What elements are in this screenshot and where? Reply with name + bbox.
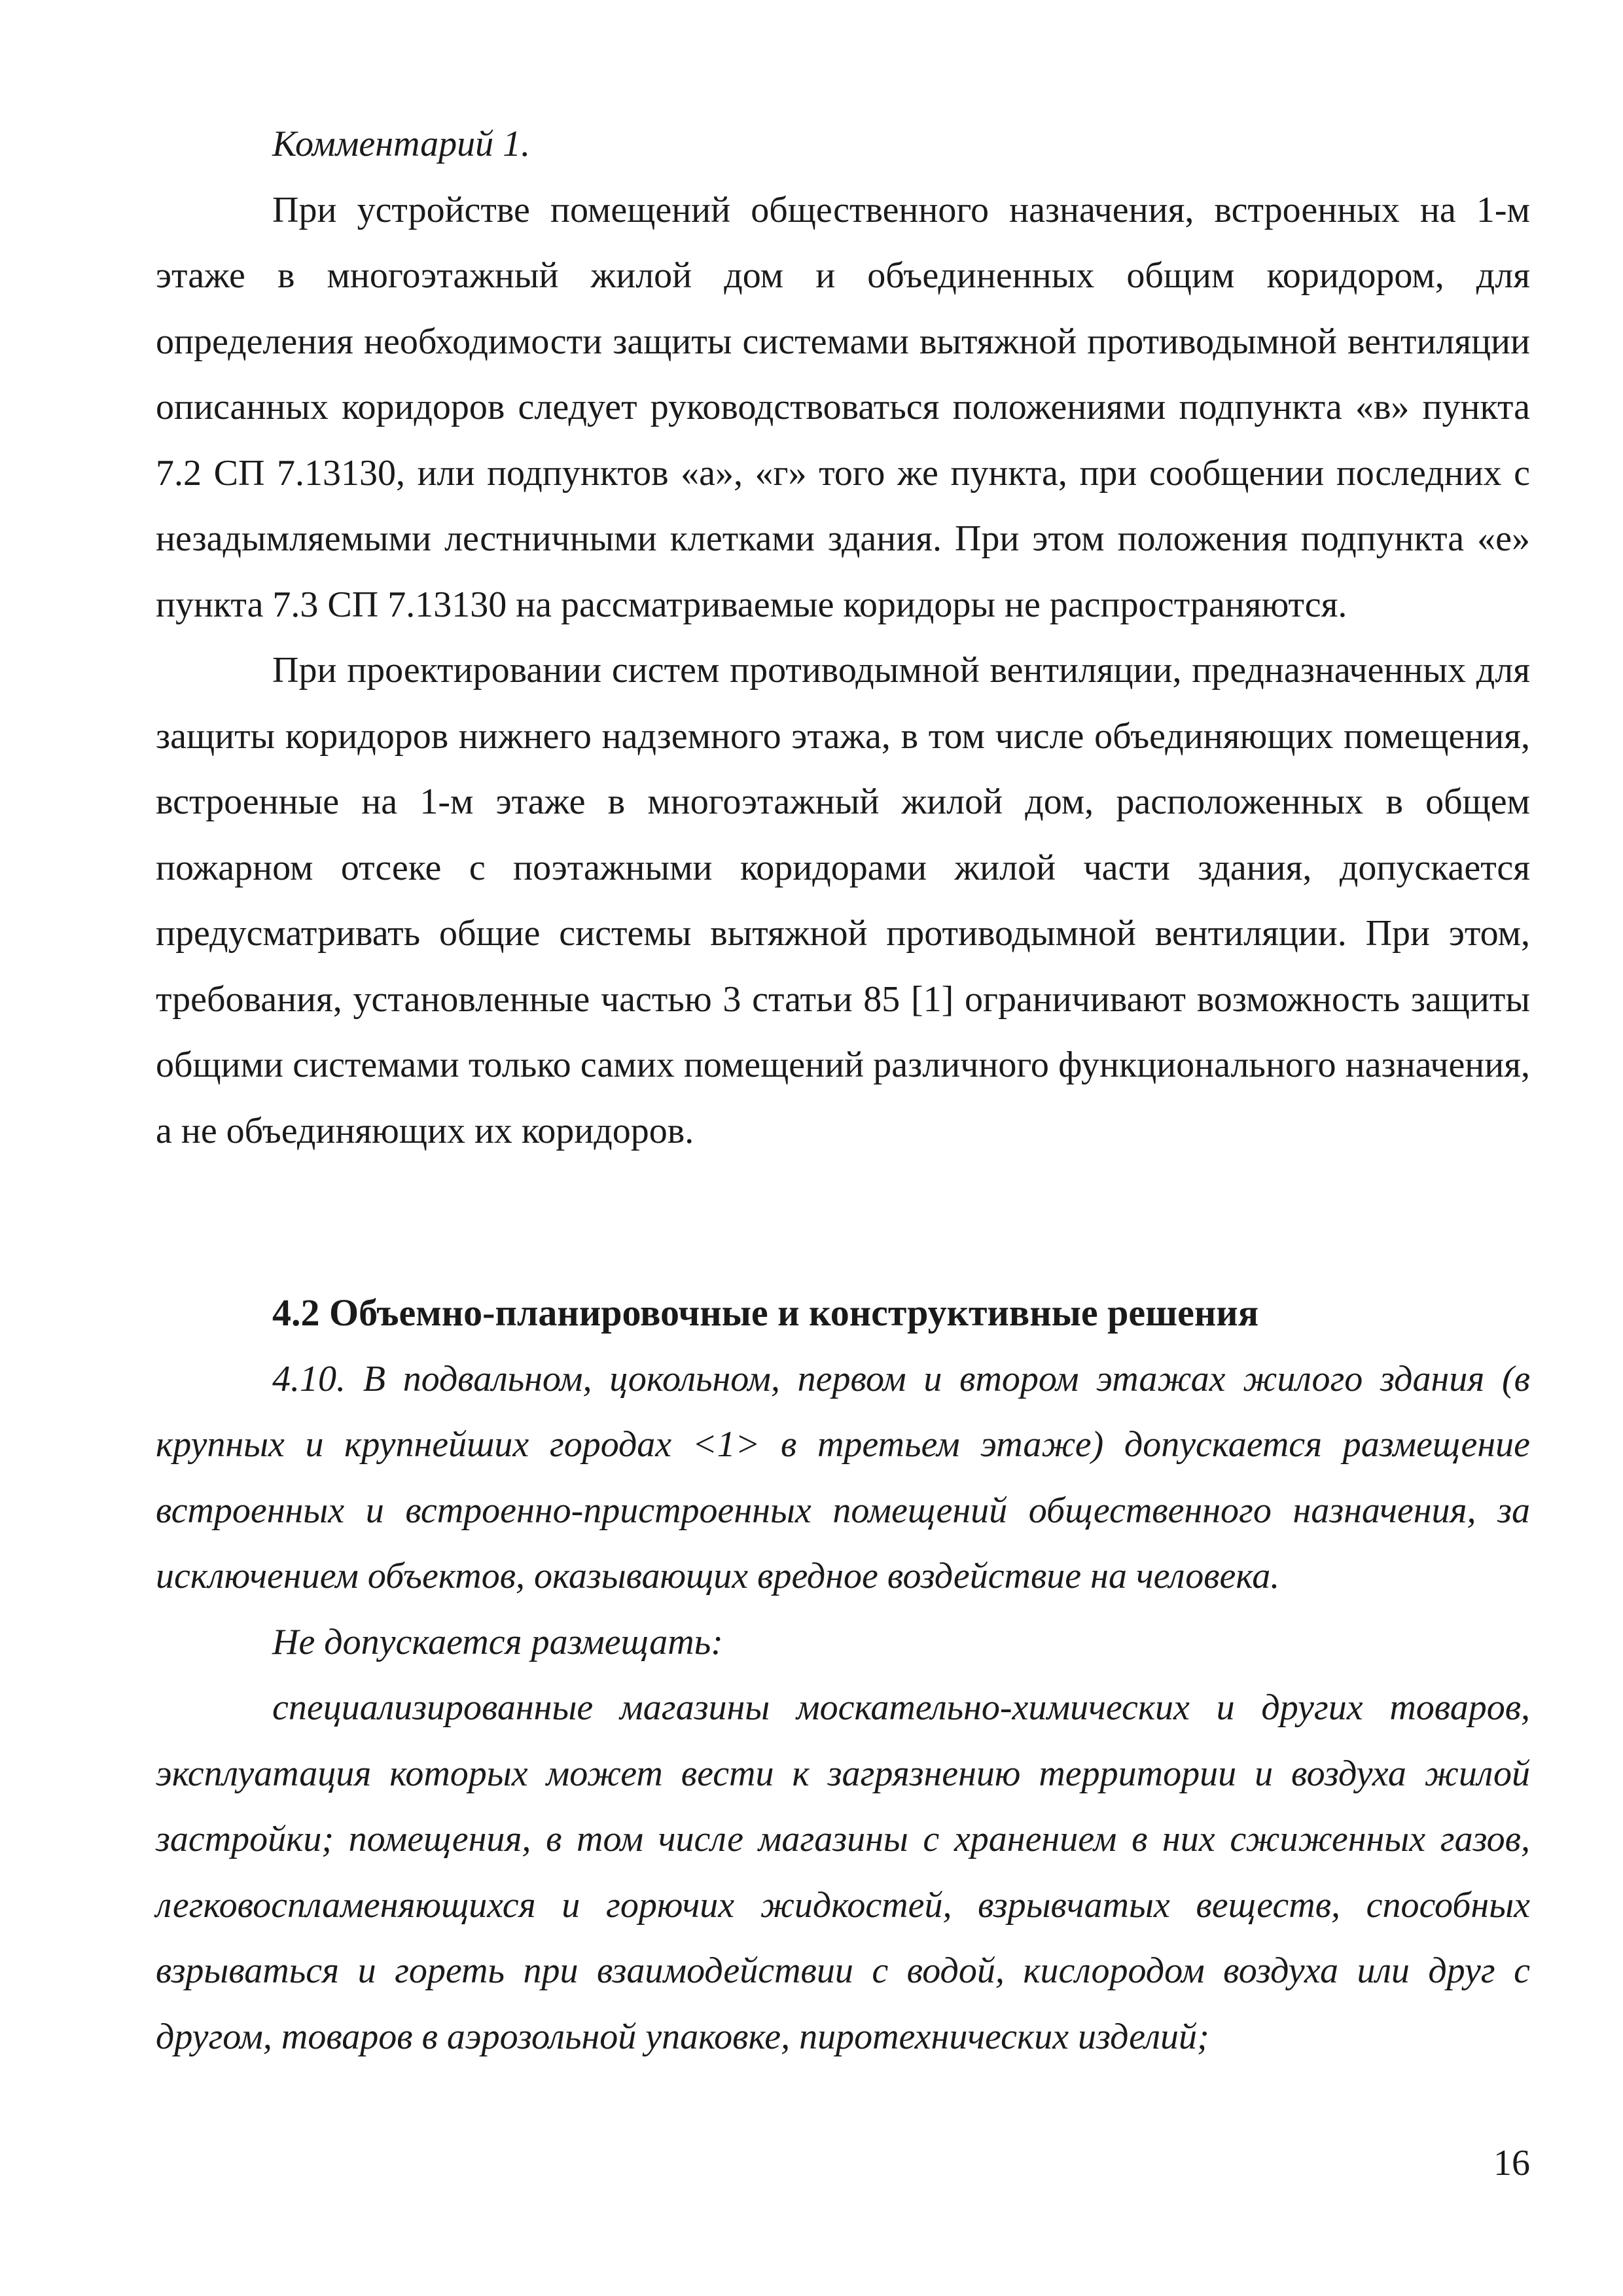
comment-label: Комментарий 1. [272,124,531,164]
section-heading: 4.2 Объемно-планировочные и конструктивные решения [272,1291,1259,1334]
comment-paragraph-2: При проектировании систем противодымной вентиляции, предназначенных для защиты коридоров нижнего надземного этажа, в том числе объединяющих помещения, встроенные на 1-м этаже в многоэтажный жилой дом, расположенных в общем пожарном отсеке с поэтажными коридорами жилой части здания, допускается предусматривать общие системы вытяжной противодымной вентиляции. При этом, требования, установленные частью 3 статьи 85 [1] ограничивают возможность защиты общими системами только самих помещений различного функционального назначения, а не объединяющих их коридоров. [156,650,1530,1151]
comment-paragraph-1: При устройстве помещений общественного назначения, встроенных на 1-м этаже в многоэтажный жилой дом и объединенных общим коридором, для определения необходимости защиты системами вытяжной противодымной вентиляции описанных коридоров следует руководствоваться положениями подпункта «в» пункта 7.2 СП 7.13130, или подпунктов «а», «г» того же пункта, при сообщении последних с незадымляемыми лестничными клетками здания. При этом положения подпункта «е» пункта 7.3 СП 7.13130 на рассматриваемые коридоры не распространяются. [156,189,1530,625]
clause-4-10-paragraph: 4.10. В подвальном, цокольном, первом и втором этажах жилого здания (в крупных и крупнейших городах <1> в третьем этаже) допускается размещение встроенных и встроенно-пристроенных помещений общественного назначения, за исключением объектов, оказывающих вредное воздействие на человека. [156,1358,1530,1596]
prohibition-list-paragraph: специализированные магазины москательно-химических и других товаров, эксплуатация которых может вести к загрязнению территории и воздуха жилой застройки; помещения, в том числе магазины с хранением в них сжиженных газов, легковоспламеняющихся и горючих жидкостей, взрывчатых веществ, способных взрываться и гореть при взаимодействии с водой, кислородом воздуха или друг с другом, товаров в аэрозольной упаковке, пиротехнических изделий; [156,1687,1530,2057]
document-page [156,111,1530,2070]
prohibition-intro: Не допускается размещать: [272,1621,723,1662]
page-number: 16 [1493,2143,1530,2183]
